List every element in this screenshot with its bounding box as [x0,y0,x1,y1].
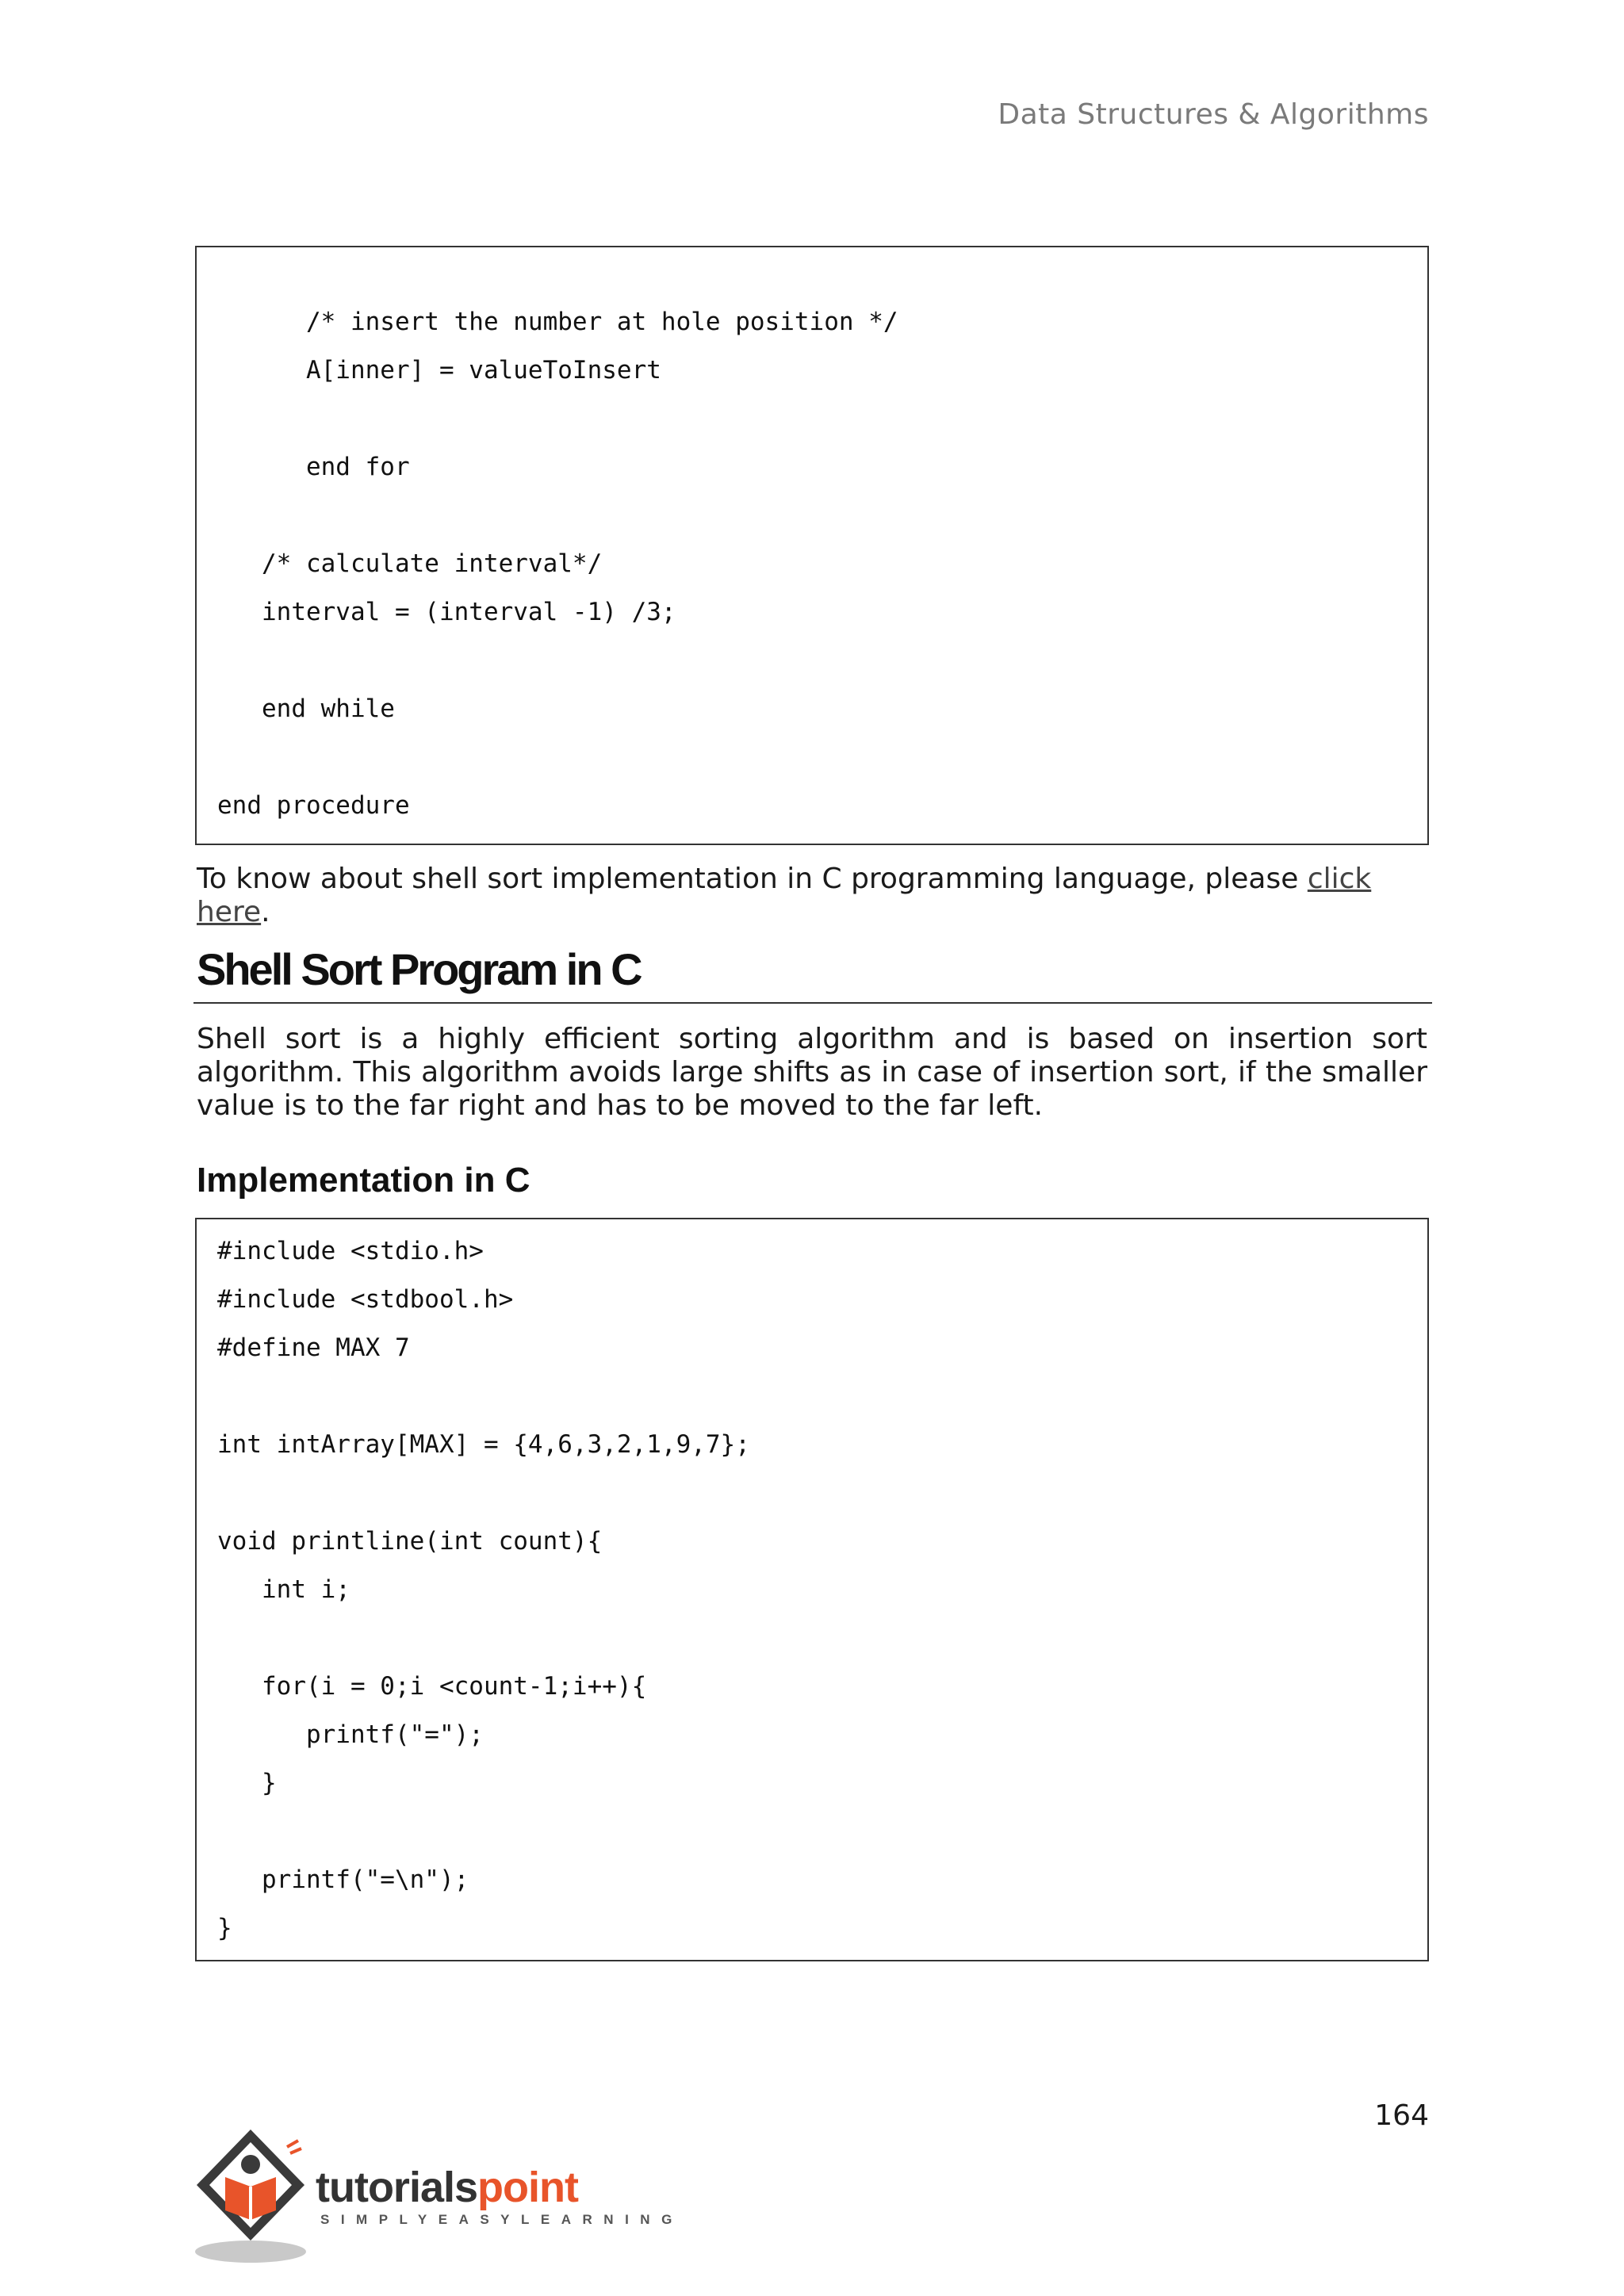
code-line: /* calculate interval*/ [217,549,603,578]
code-line: } [217,1769,277,1797]
code-line: printf("=\n"); [217,1866,469,1894]
logo-wordmark: tutorialspoint [316,2164,578,2211]
section-divider [193,1002,1432,1004]
intro-paragraph [197,863,1427,929]
code-line: interval = (interval -1) /3; [217,598,676,626]
code-line: /* insert the number at hole position */ [217,308,898,336]
code-line: printf("="); [217,1720,484,1749]
running-header: Data Structures & Algorithms [998,98,1429,131]
code-line: int intArray[MAX] = {4,6,3,2,1,9,7}; [217,1430,750,1459]
code-block-pseudocode [195,246,1429,845]
subsection-title: Implementation in C [197,1161,530,1200]
click-here-link[interactable]: click here [197,863,1372,928]
code-block-c-program [195,1218,1429,1961]
code-line: } [217,1914,232,1942]
logo-tagline: SIMPLYEASYLEARNING [320,2212,684,2227]
intro-end: . [261,896,270,928]
code-line: A[inner] = valueToInsert [217,356,661,385]
code-line: end while [217,695,395,723]
code-line: #include <stdbool.h> [217,1285,514,1314]
tutorialspoint-logo [193,2125,684,2267]
code-line: for(i = 0;i <count-1;i++){ [217,1672,647,1701]
intro-text: To know about shell sort implementation in C programming language, please [197,863,1308,895]
code-line: #include <stdio.h> [217,1237,484,1265]
code-line: #define MAX 7 [217,1334,410,1362]
section-title: Shell Sort Program in C [197,944,641,994]
logo-emblem-icon [193,2125,320,2267]
code-line: int i; [217,1575,350,1604]
section-paragraph: Shell sort is a highly efficient sorting algorithm and is based on insertion sort algorithm. This algorithm avoids large shifts as in case of insertion sort, if the smaller value is to the far right and has to be moved to the far left. [197,1023,1427,1122]
code-line: end procedure [217,791,410,820]
code-line: void printline(int count){ [217,1527,603,1556]
page-number: 164 [1374,2099,1429,2132]
code-line: end for [217,453,410,481]
